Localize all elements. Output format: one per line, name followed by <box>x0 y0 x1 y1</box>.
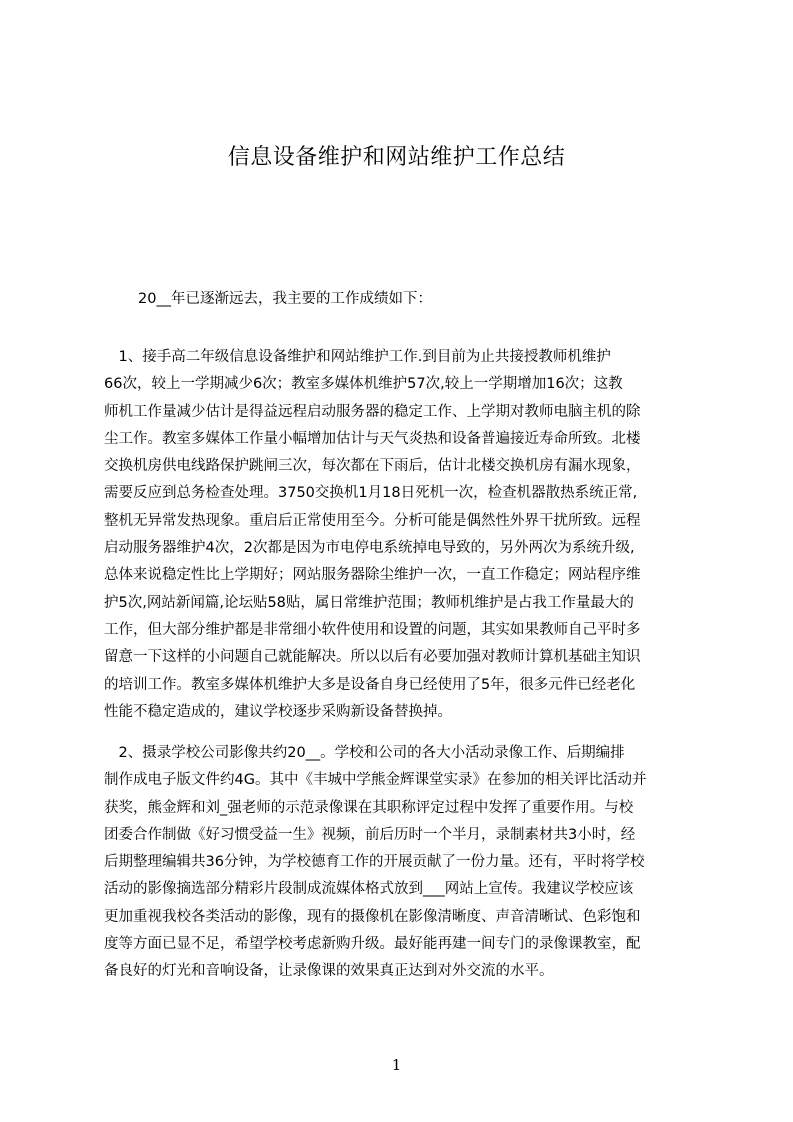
paragraph-line: 尘工作。教室多媒体工作量小幅增加估计与天气炎热和设备普遍接近寿命所致。北楼 <box>104 430 641 447</box>
paragraph-line: 需要反应到总务检查处理。3750交换机1月18日死机一次，检查机器散热系统正常, <box>104 485 638 502</box>
page-number: 1 <box>391 1056 402 1074</box>
paragraph-line: 整机无异常发热现象。重启后正常使用至今。分析可能是偶然性外界干扰所致。远程 <box>104 512 641 529</box>
paragraph-line: 护5次,网站新闻篇,论坛贴58贴，属日常维护范围；教师机维护是占我工作量最大的 <box>104 594 634 611</box>
paragraph-line: 备良好的灯光和音响设备，让录像课的效果真正达到对外交流的水平。 <box>104 963 554 980</box>
paragraph-line: 师机工作量减少估计是得益远程启动服务器的稳定工作、上学期对教师电脑主机的除 <box>104 403 641 420</box>
intro-paragraph: 20__年已逐渐远去，我主要的工作成绩如下： <box>138 291 432 307</box>
paragraph-line: 工作，但大部分维护都是非常细小软件使用和设置的问题，其实如果教师自己平时多 <box>104 621 641 638</box>
paragraph-line: 更加重视我校各类活动的影像，现有的摄像机在影像清晰度、声音清晰试、色彩饱和 <box>104 908 641 925</box>
paragraph-line: 的培训工作。教室多媒体机维护大多是设备自身已经使用了5年，很多元件已经老化 <box>104 676 636 693</box>
paragraph-line: 获奖，熊金辉和刘_强老师的示范录像课在其职称评定过程中发挥了重要作用。与校 <box>104 799 634 816</box>
paragraph-line: 留意一下这样的小问题自己就能解决。所以以后有必要加强对教师计算机基础主知识 <box>104 649 641 666</box>
document-title: 信息设备维护和网站维护工作总结 <box>227 145 566 170</box>
paragraph-2 <box>104 740 697 986</box>
paragraph-line: 制作成电子版文件约4G。其中《丰城中学熊金辉课堂实录》在参加的相关评比活动并 <box>104 772 647 789</box>
paragraph-line: 1、接手高二年级信息设备维护和网站维护工作.到目前为止共接授教师机维护 <box>104 349 611 365</box>
paragraph-line: 后期整理编辑共36分钟，为学校德育工作的开展贡献了一份力量。还有，平时将学校 <box>104 854 645 871</box>
paragraph-1 <box>104 344 697 726</box>
paragraph-line: 总体来说稳定性比上学期好；网站服务器除尘维护一次，一直工作稳定；网站程序维 <box>104 567 641 584</box>
paragraph-line: 2、摄录学校公司影像共约20__。学校和公司的各大小活动录像工作、后期编排 <box>104 745 625 761</box>
paragraph-line: 活动的影像摘选部分精彩片段制成流媒体格式放到___网站上宣传。我建议学校应该 <box>104 881 634 898</box>
paragraph-line: 66次，较上一学期减少6次；教室多媒体机维护57次,较上一学期增加16次；这教 <box>104 376 623 393</box>
paragraph-line: 团委合作制做《好习惯受益一生》视频，前后历时一个半月，录制素材共3小时，经 <box>104 826 636 843</box>
paragraph-line: 性能不稳定造成的，建议学校逐步采购新设备替换掉。 <box>104 703 452 720</box>
paragraph-line: 度等方面已显不足，希望学校考虑新购升级。最好能再建一间专门的录像课教室，配 <box>104 936 641 953</box>
paragraph-line: 交换机房供电线路保护跳闸三次，每次都在下雨后，估计北楼交换机房有漏水现象， <box>104 458 641 475</box>
paragraph-line: 启动服务器维护4次，2次都是因为市电停电系统掉电导致的，另外两次为系统升级, <box>104 540 635 557</box>
